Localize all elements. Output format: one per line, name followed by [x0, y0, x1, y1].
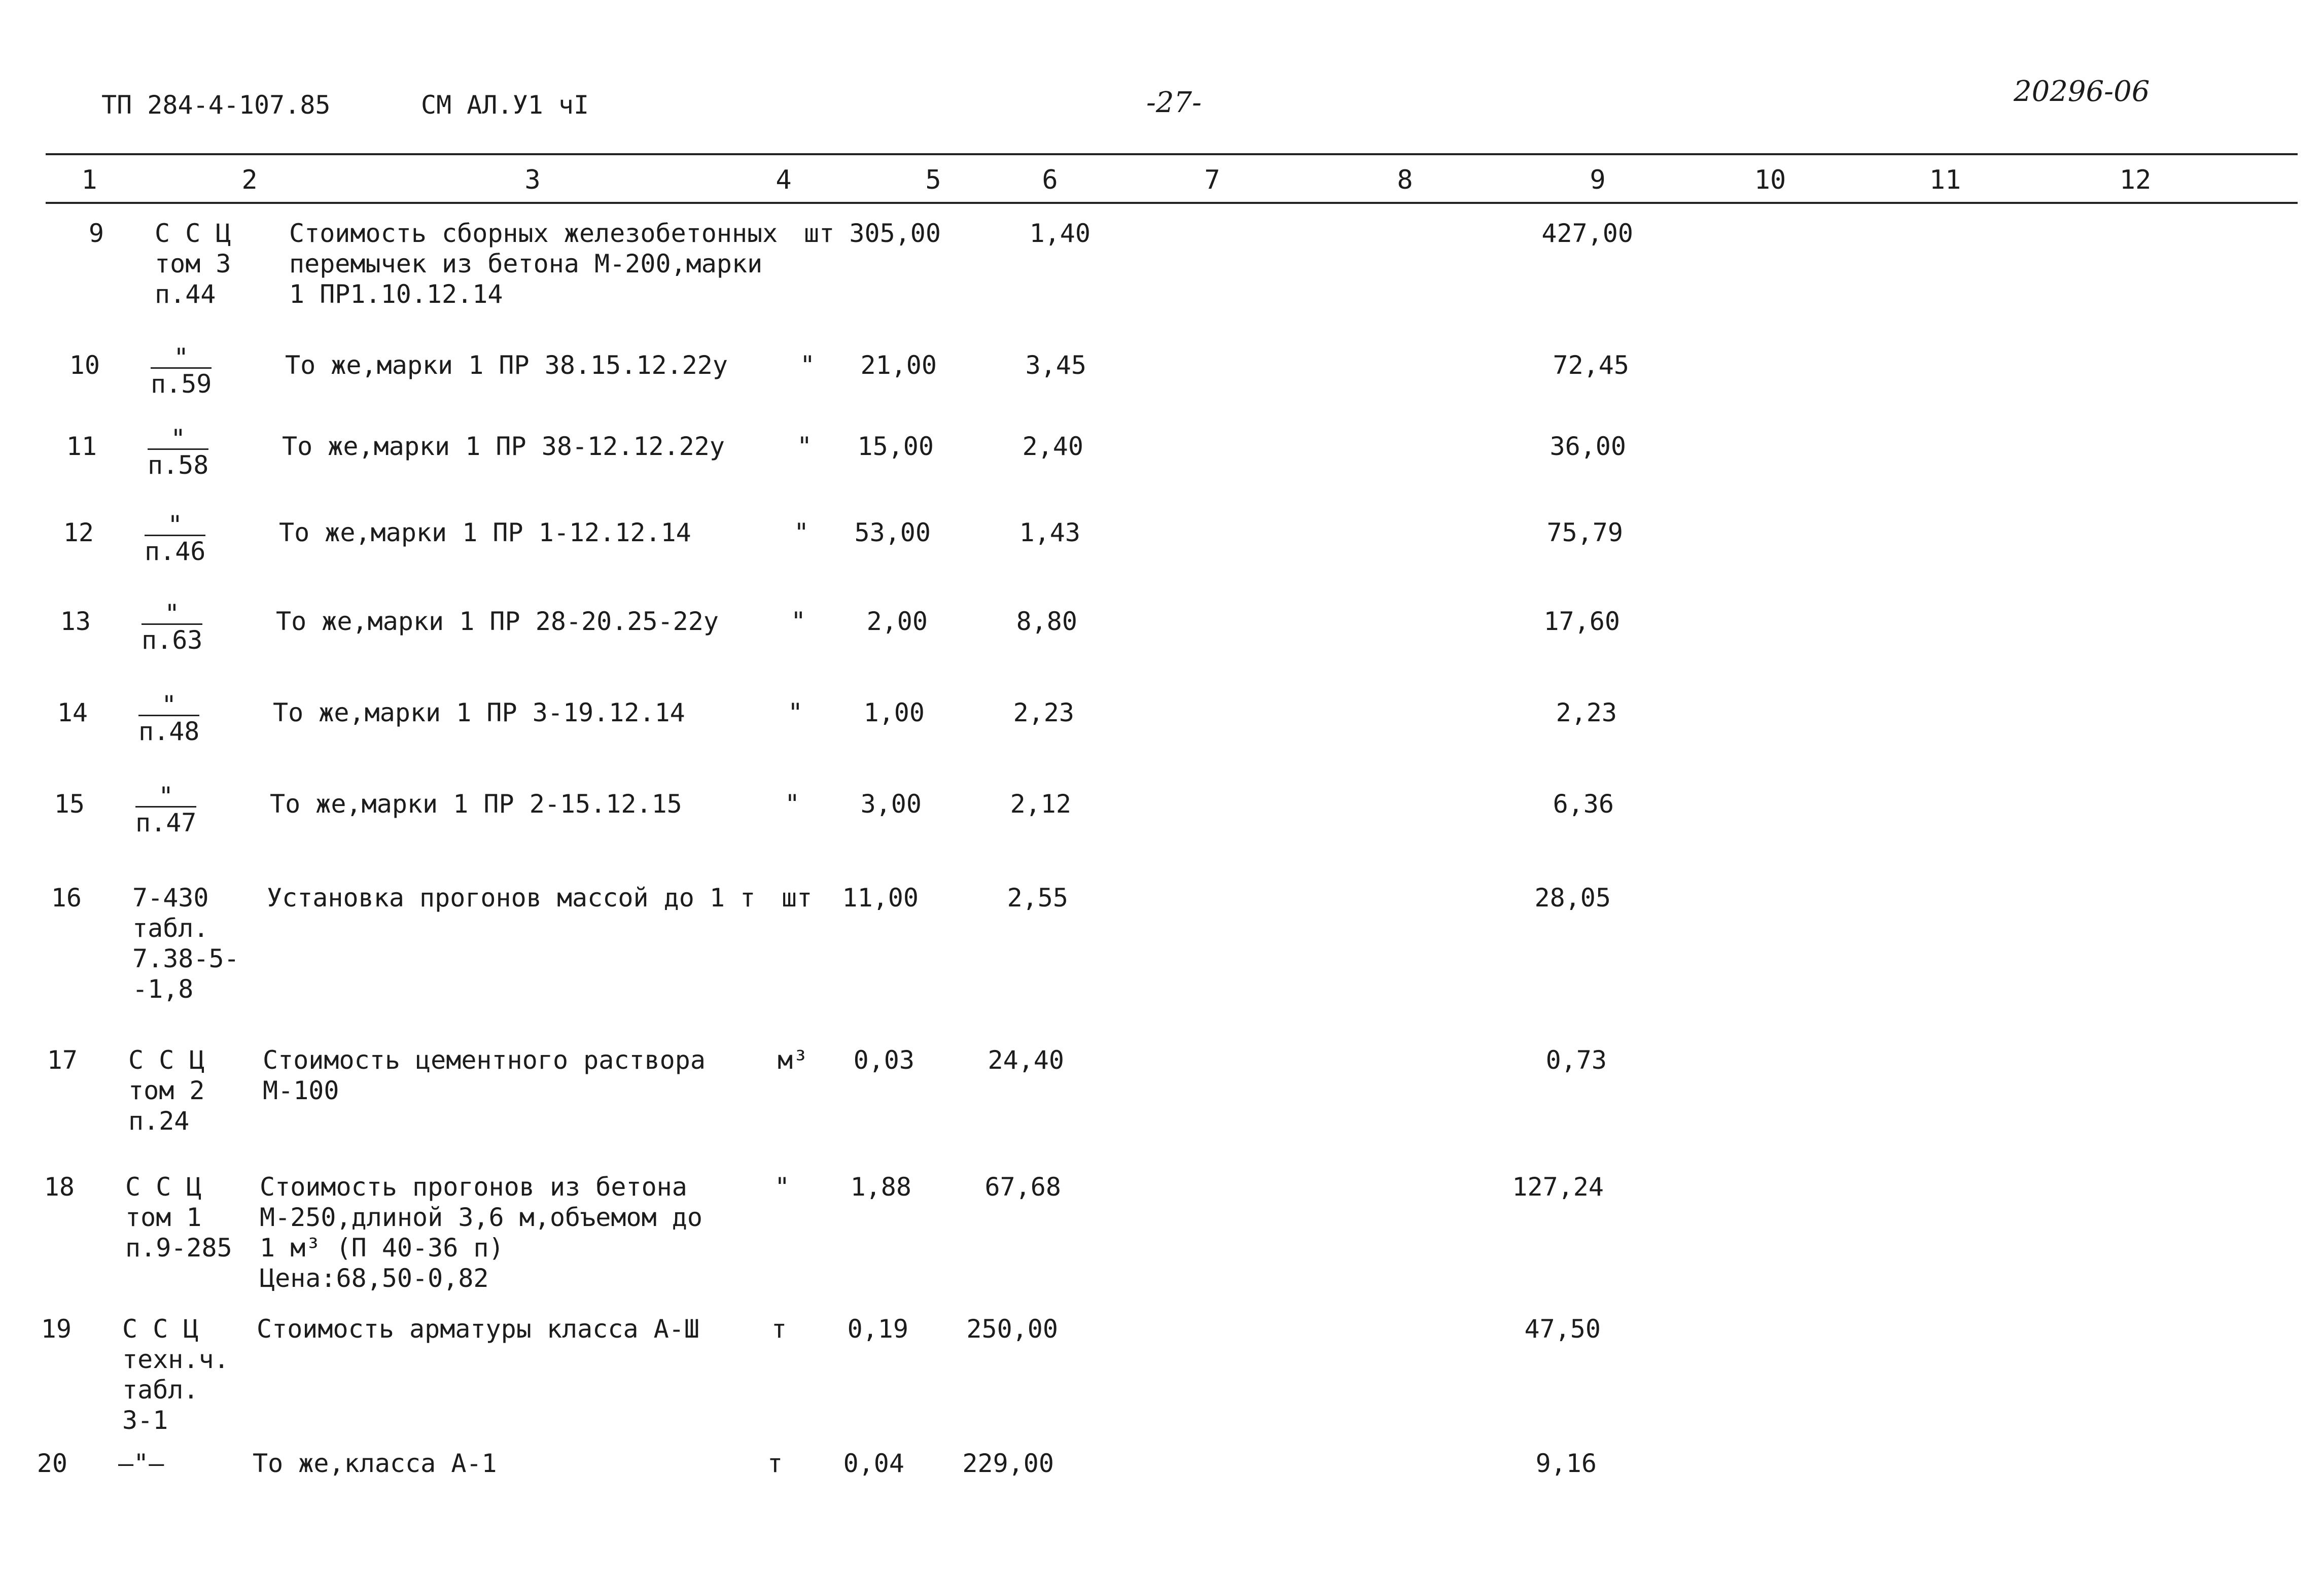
- ditto-mark: ": [135, 789, 196, 808]
- description-cell: [263, 1045, 706, 1106]
- column-number: 12: [2119, 165, 2152, 195]
- row-number: 16: [51, 883, 82, 913]
- reference-cell: [135, 782, 197, 838]
- row-number: 11: [66, 432, 97, 461]
- quantity-cell: 1,00: [863, 698, 925, 727]
- description-cell: [267, 883, 755, 913]
- column-number: 1: [81, 165, 97, 195]
- unit-price-cell: 67,68: [984, 1172, 1061, 1202]
- quantity-cell: 2,00: [866, 607, 928, 636]
- quantity-cell: 15,00: [857, 432, 934, 461]
- reference-line: п.63: [142, 625, 203, 655]
- unit-cell: ": [788, 698, 803, 727]
- column-number: 9: [1590, 165, 1606, 195]
- description-cell: [285, 350, 728, 380]
- description-line: 1 м³ (П 40-36 п): [260, 1233, 504, 1263]
- unit-cell: м³: [778, 1045, 808, 1075]
- total-cost-cell: 17,60: [1543, 607, 1620, 636]
- ditto-mark: ": [145, 517, 205, 536]
- unit-price-cell: 250,00: [966, 1314, 1058, 1344]
- reference-line: п.44: [155, 279, 216, 309]
- description-cell: [289, 218, 778, 309]
- total-cost-cell: 72,45: [1553, 351, 1629, 380]
- unit-cell: ": [797, 432, 813, 461]
- reference-line: С С Ц: [128, 1045, 205, 1075]
- reference-cell: [151, 343, 212, 399]
- description-line: Стоимость сборных железобетонных: [289, 219, 778, 248]
- description-line: перемычек из бетона М-200,марки: [289, 249, 763, 278]
- quantity-cell: 0,04: [843, 1449, 904, 1478]
- description-cell: [276, 606, 719, 637]
- total-cost-cell: 6,36: [1553, 789, 1614, 819]
- row-number: 15: [54, 789, 85, 819]
- page-number: -27-: [1146, 86, 1202, 119]
- reference-line: 3-1: [122, 1406, 168, 1435]
- row-number: 20: [37, 1449, 67, 1478]
- description-cell: [279, 517, 691, 548]
- description-line: Цена:68,50-0,82: [260, 1264, 489, 1293]
- reference-line: —"—: [118, 1449, 164, 1478]
- column-number: 10: [1754, 165, 1786, 195]
- archive-number: 20296-06: [2014, 75, 2150, 108]
- description-line: 1 ПР1.10.12.14: [289, 279, 503, 309]
- description-line: То же,марки 1 ПР 38-12.12.22у: [282, 432, 725, 461]
- reference-cell: [148, 424, 209, 480]
- column-number: 11: [1929, 165, 1961, 195]
- column-number: 5: [925, 165, 941, 195]
- description-line: То же,марки 1 ПР 3-19.12.14: [273, 698, 685, 727]
- description-line: То же,марки 1 ПР 38.15.12.22у: [285, 351, 728, 380]
- unit-cell: т: [767, 1449, 783, 1478]
- description-line: То же,марки 1 ПР 2-15.12.15: [270, 789, 682, 819]
- column-number: 8: [1397, 165, 1413, 195]
- reference-line: техн.ч.: [122, 1345, 229, 1374]
- total-cost-cell: 47,50: [1524, 1314, 1601, 1344]
- description-cell: [260, 1172, 702, 1293]
- unit-cell: ": [785, 789, 800, 819]
- reference-line: п.46: [145, 537, 206, 566]
- unit-cell: ": [794, 518, 809, 547]
- total-cost-cell: 427,00: [1541, 219, 1633, 248]
- row-number: 9: [88, 219, 104, 248]
- row-number: 13: [60, 607, 91, 636]
- reference-cell: [128, 1045, 205, 1136]
- description-line: Стоимость арматуры класса А-Ш: [257, 1314, 699, 1344]
- unit-price-cell: 229,00: [962, 1449, 1054, 1478]
- row-number: 14: [57, 698, 88, 727]
- description-line: То же,класса А-1: [253, 1449, 497, 1478]
- reference-cell: [155, 218, 231, 309]
- reference-line: п.9-285: [125, 1233, 232, 1263]
- description-line: Установка прогонов массой до 1 т: [267, 883, 756, 913]
- description-cell: [282, 431, 725, 462]
- reference-line: С С Ц: [122, 1314, 199, 1344]
- quantity-cell: 3,00: [860, 789, 922, 819]
- unit-cell: ": [774, 1172, 790, 1202]
- reference-cell: [118, 1448, 164, 1479]
- top-rule: [46, 153, 2298, 155]
- column-number: 7: [1204, 165, 1220, 195]
- reference-line: п.58: [148, 450, 209, 480]
- total-cost-cell: 75,79: [1546, 518, 1623, 547]
- total-cost-cell: 36,00: [1550, 432, 1626, 461]
- description-line: То же,марки 1 ПР 28-20.25-22у: [276, 607, 719, 636]
- row-number: 10: [69, 351, 100, 380]
- reference-line: 7-430: [132, 883, 209, 913]
- reference-line: С С Ц: [125, 1172, 202, 1202]
- section-code: СМ АЛ.У1 чI: [421, 90, 589, 120]
- column-number: 6: [1042, 165, 1058, 195]
- reference-line: -1,8: [132, 974, 194, 1004]
- reference-cell: [122, 1314, 229, 1435]
- quantity-cell: 305,00: [849, 219, 941, 248]
- unit-price-cell: 2,23: [1013, 698, 1074, 727]
- row-number: 18: [44, 1172, 75, 1202]
- unit-cell: т: [771, 1314, 787, 1344]
- unit-cell: шт: [804, 219, 835, 248]
- reference-line: том 1: [125, 1203, 202, 1232]
- quantity-cell: 53,00: [854, 518, 931, 547]
- description-line: М-100: [263, 1076, 339, 1105]
- reference-line: п.24: [128, 1106, 190, 1136]
- unit-price-cell: 1,40: [1029, 219, 1090, 248]
- reference-line: п.47: [135, 808, 197, 837]
- reference-line: табл.: [122, 1375, 199, 1405]
- ditto-mark: ": [142, 606, 202, 625]
- unit-price-cell: 2,55: [1007, 883, 1068, 913]
- reference-line: 7.38-5-: [132, 944, 239, 973]
- total-cost-cell: 28,05: [1534, 883, 1611, 913]
- reference-cell: [145, 510, 206, 567]
- reference-line: С С Ц: [155, 219, 231, 248]
- total-cost-cell: 9,16: [1535, 1449, 1597, 1478]
- description-cell: [273, 697, 685, 728]
- total-cost-cell: 0,73: [1545, 1045, 1607, 1075]
- column-number: 2: [241, 165, 258, 195]
- description-line: Стоимость цементного раствора: [263, 1045, 706, 1075]
- ditto-mark: ": [151, 350, 212, 369]
- reference-line: п.48: [138, 717, 200, 746]
- doc-code: ТП 284-4-107.85: [101, 90, 331, 120]
- reference-line: том 2: [128, 1076, 205, 1105]
- unit-price-cell: 1,43: [1019, 518, 1080, 547]
- column-number: 4: [776, 165, 792, 195]
- unit-cell: шт: [782, 883, 813, 913]
- reference-line: п.59: [151, 369, 212, 399]
- quantity-cell: 0,03: [853, 1045, 914, 1075]
- quantity-cell: 1,88: [850, 1172, 911, 1202]
- unit-price-cell: 2,40: [1022, 432, 1083, 461]
- row-number: 17: [47, 1045, 78, 1075]
- description-line: М-250,длиной 3,6 м,объемом до: [260, 1203, 702, 1232]
- reference-cell: [142, 599, 203, 655]
- description-cell: [270, 789, 682, 819]
- quantity-cell: 21,00: [860, 351, 937, 380]
- reference-cell: [132, 883, 239, 1004]
- total-cost-cell: 2,23: [1556, 698, 1617, 727]
- reference-line: том 3: [155, 249, 231, 278]
- description-line: Стоимость прогонов из бетона: [260, 1172, 687, 1202]
- unit-cell: ": [800, 351, 816, 380]
- unit-cell: ": [791, 607, 806, 636]
- total-cost-cell: 127,24: [1512, 1172, 1604, 1202]
- description-cell: [257, 1314, 699, 1344]
- unit-price-cell: 24,40: [988, 1045, 1064, 1075]
- description-line: То же,марки 1 ПР 1-12.12.14: [279, 518, 691, 547]
- reference-cell: [138, 690, 200, 747]
- row-number: 19: [41, 1314, 72, 1344]
- row-number: 12: [63, 518, 94, 547]
- reference-cell: [125, 1172, 232, 1263]
- header-rule: [46, 202, 2298, 204]
- unit-price-cell: 2,12: [1010, 789, 1071, 819]
- reference-line: табл.: [132, 914, 209, 943]
- column-number: 3: [524, 165, 541, 195]
- ditto-mark: ": [148, 431, 208, 450]
- description-cell: [253, 1448, 497, 1479]
- unit-price-cell: 3,45: [1025, 351, 1086, 380]
- quantity-cell: 11,00: [842, 883, 919, 913]
- ditto-mark: ": [138, 697, 199, 716]
- unit-price-cell: 8,80: [1016, 607, 1077, 636]
- quantity-cell: 0,19: [847, 1314, 908, 1344]
